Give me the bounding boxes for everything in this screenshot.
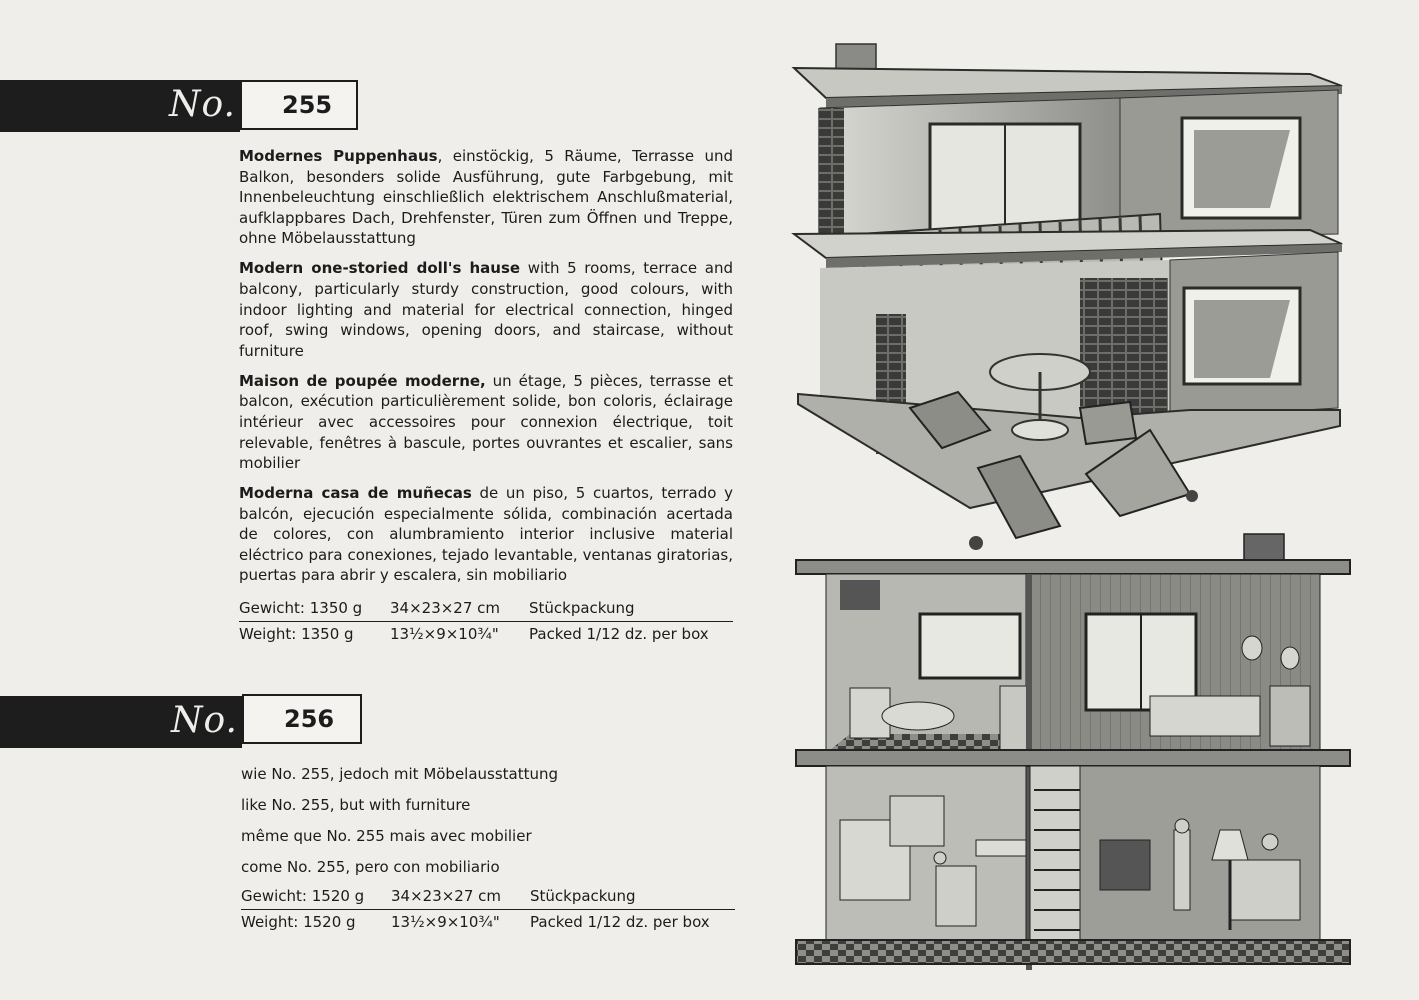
- item-255-french-body: un étage, 5 pièces, terrasse et balcon, exécution particulièrement solide, bon coloris, éclairage intérieur avec accessoires pour connexion électrique, toit relevable, fenêtres à bascule, portes ouvrantes et escalier, sans mobilier: [239, 371, 733, 473]
- item-255-description: [239, 146, 733, 595]
- item-255-german-text: [239, 146, 733, 249]
- item-256-dims-en: 13½×9×10¾": [391, 913, 500, 931]
- dollhouse-exterior-photo: [790, 38, 1350, 558]
- item-255-french-lead: Maison de poupée moderne,: [239, 371, 486, 390]
- item-256-weight-de: Gewicht: 1520 g: [241, 887, 365, 905]
- item-256-weight-en: Weight: 1520 g: [241, 913, 356, 931]
- item-255-pack-en: Packed 1/12 dz. per box: [529, 625, 709, 643]
- item-255-spanish-text: [239, 483, 733, 586]
- item-256-pack-de: Stückpackung: [530, 887, 636, 905]
- item-256-line-es: come No. 255, pero con mobiliario: [241, 858, 500, 876]
- item-256-spec-row-de: [241, 884, 735, 910]
- item-255-dims-en: 13½×9×10¾": [390, 625, 499, 643]
- item-255-banner: [0, 80, 240, 132]
- item-256-number-box: 256: [242, 694, 362, 744]
- item-256-specs: [241, 884, 735, 935]
- item-256-line-de: wie No. 255, jedoch mit Möbelausstattung: [241, 765, 559, 783]
- item-255-spanish-lead: Moderna casa de muñecas: [239, 484, 472, 503]
- item-255-number-box: 255: [240, 80, 358, 130]
- item-255-english-text: [239, 258, 733, 361]
- item-256-spec-row-en: [241, 910, 735, 935]
- item-255-spec-row-en: [239, 622, 733, 647]
- item-255-spec-row-de: [239, 596, 733, 622]
- item-255-spanish-body: de un piso, 5 cuartos, terrado y balcón, ejecución especialmente sólida, combinación acertada de colores, con alumbramiento interior inclusive material eléctrico para conexiones, tejado levantable, ventanas giratorias, puertas para abrir y escalera, sin mobiliario: [239, 484, 733, 585]
- item-255-dims-de: 34×23×27 cm: [390, 599, 501, 617]
- item-255-french-text: [239, 371, 733, 474]
- item-255-specs: [239, 596, 733, 647]
- item-255-english-lead: Modern one-storied doll's hause: [239, 259, 521, 278]
- item-255-pack-de: Stückpackung: [529, 599, 635, 617]
- item-255-german-lead: Modernes Puppenhaus: [239, 147, 438, 165]
- item-255-weight-de: Gewicht: 1350 g: [239, 599, 363, 617]
- item-256-line-fr: même que No. 255 mais avec mobilier: [241, 827, 532, 845]
- item-256-pack-en: Packed 1/12 dz. per box: [530, 913, 710, 931]
- item-256-line-en: like No. 255, but with furniture: [241, 796, 471, 814]
- dollhouse-interior-photo: [790, 530, 1356, 970]
- item-255-german-body: , einstöckig, 5 Räume, Terrasse und Balkon, besonders solide Ausführung, gute Farbgebung, mit Innenbeleuchtung einschließlich elektrischem Anschlußmaterial, aufklappbares Dach, Drehfenster, Türen zum Öffnen und Treppe, ohne Möbelausstattung: [239, 147, 734, 248]
- item-256-dims-de: 34×23×27 cm: [391, 887, 502, 905]
- item-255-weight-en: Weight: 1350 g: [239, 625, 354, 643]
- item-256-banner: [0, 696, 242, 748]
- item-255-english-body: with 5 rooms, terrace and balcony, particularly sturdy construction, good colours, with indoor lighting and material for electrical connection, hinged roof, swing windows, opening doors, and staircase, without furniture: [239, 259, 733, 360]
- item-256-no-label: No.: [171, 700, 238, 741]
- item-255-no-label: No.: [169, 84, 236, 125]
